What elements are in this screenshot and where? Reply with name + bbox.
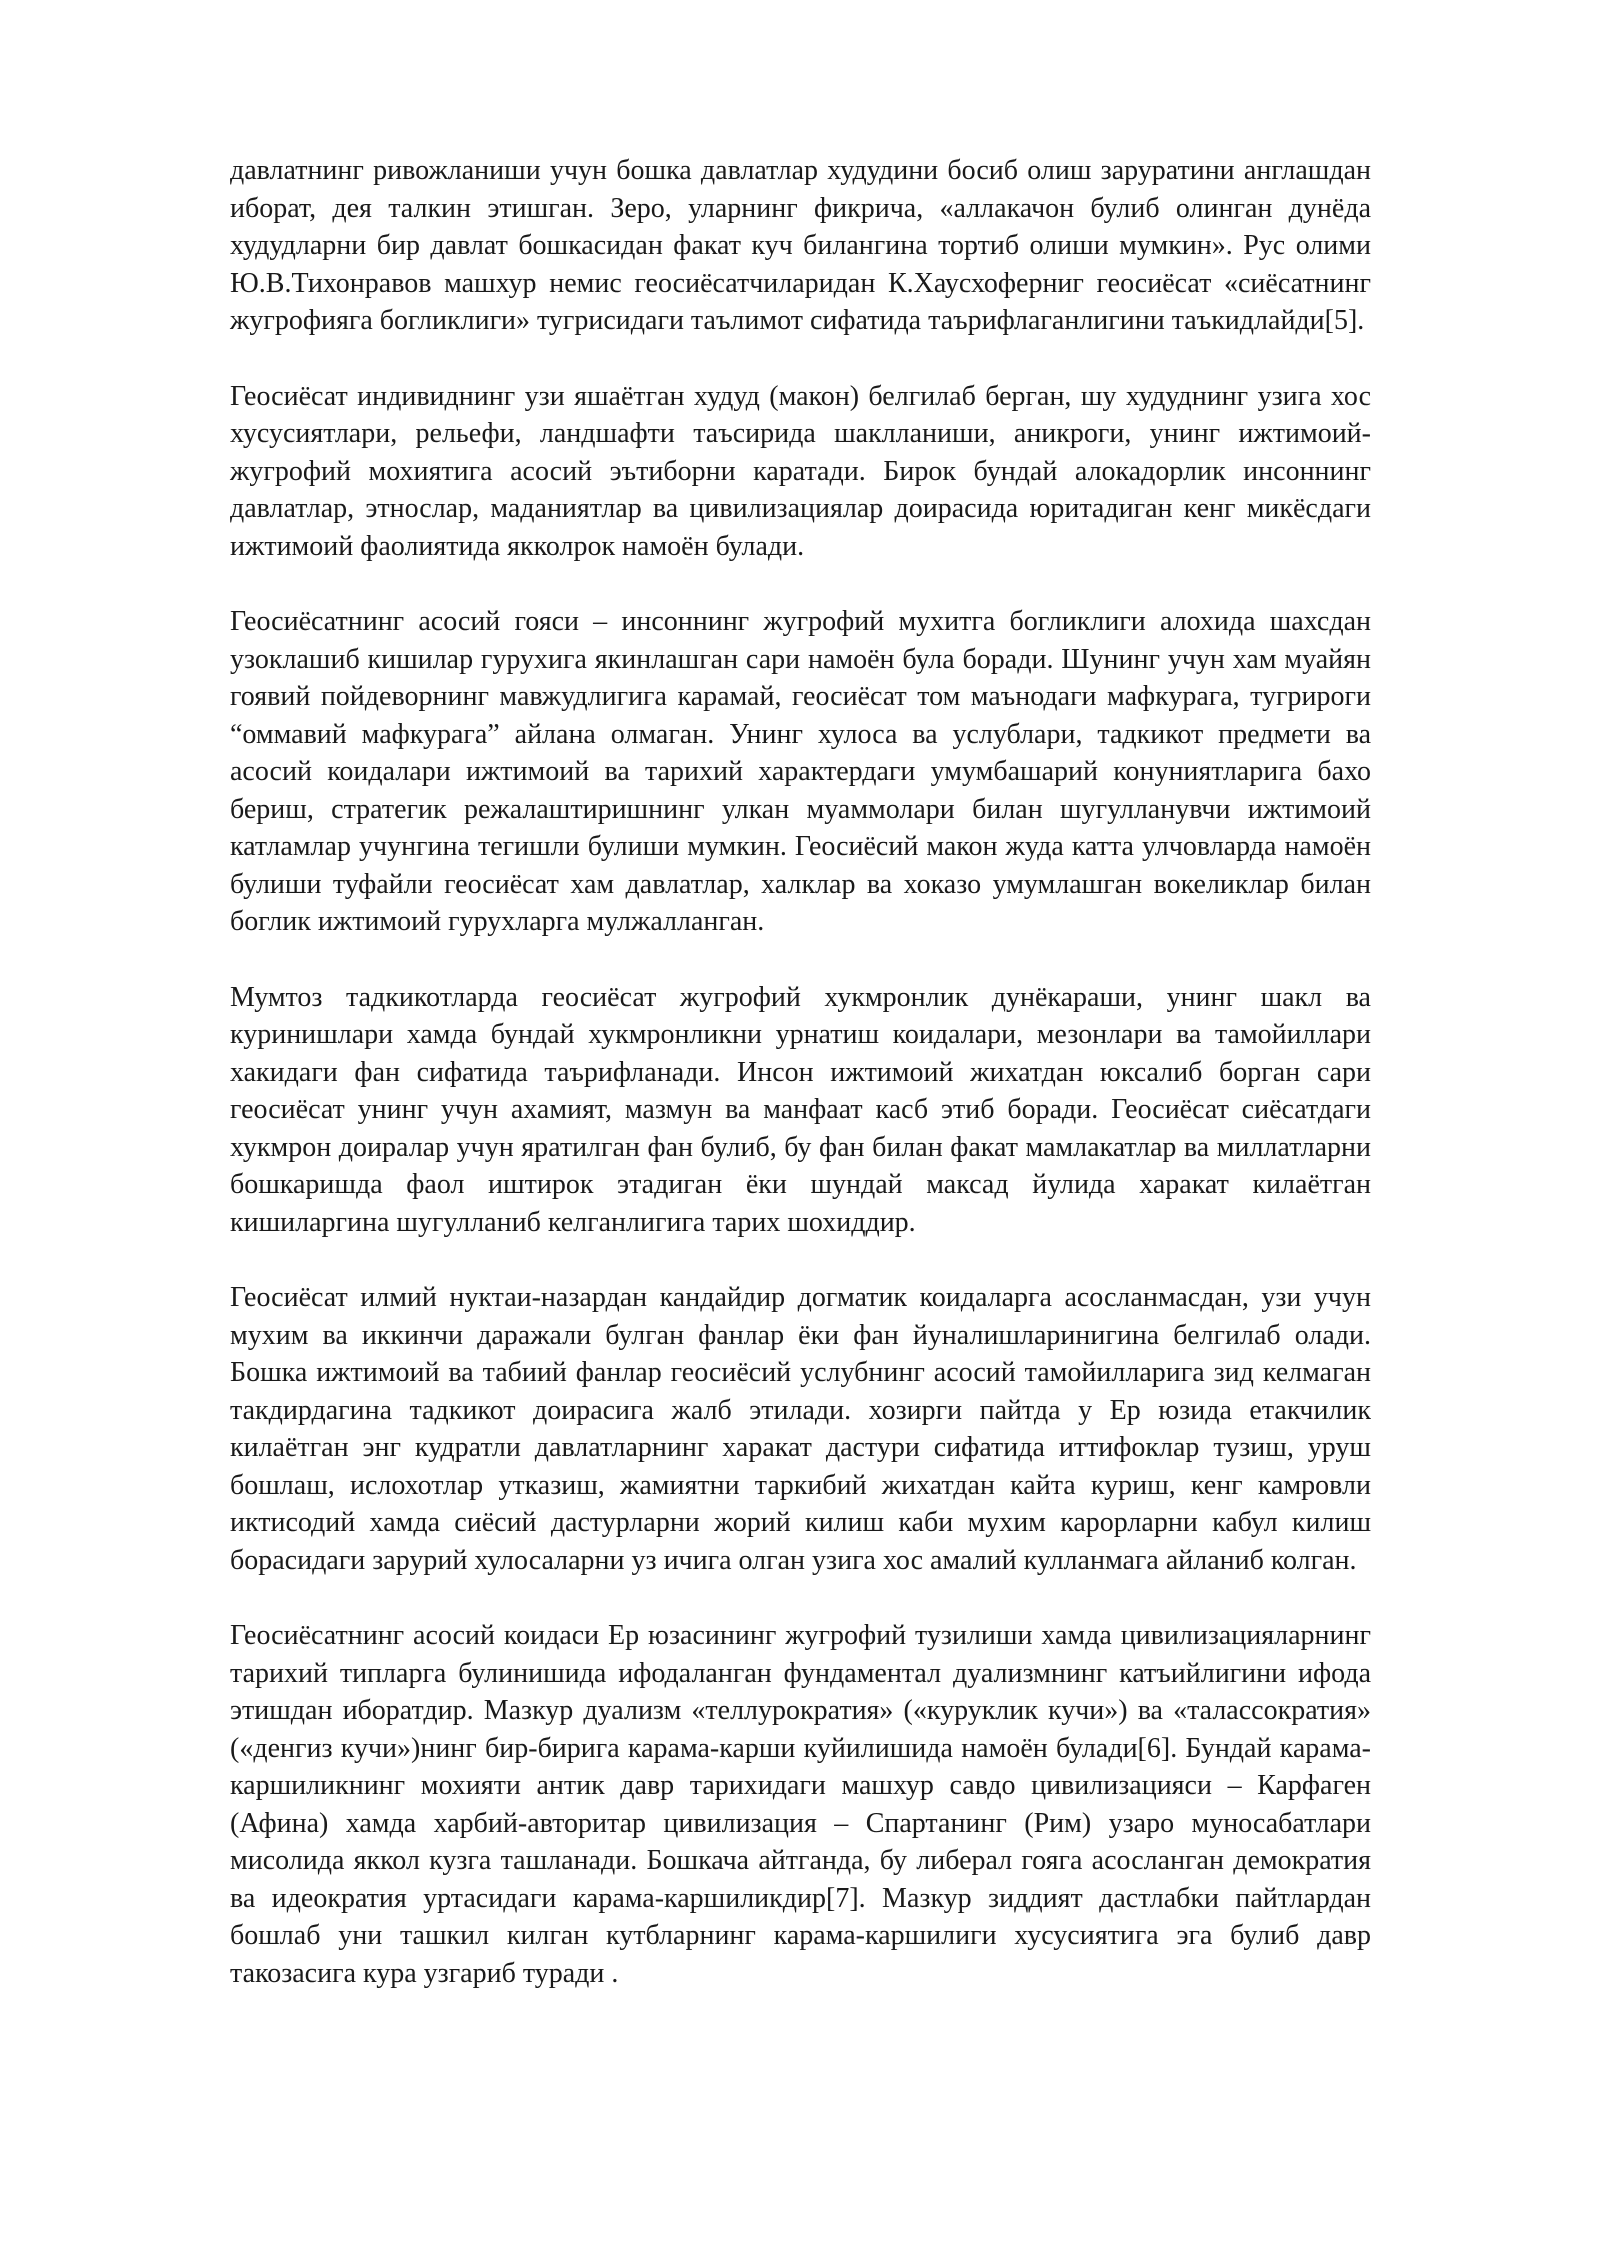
document-page — [230, 152, 1371, 1992]
paragraph-5: Геосиёсат илмий нуктаи-назардан кандайдир догматик коидаларга асосланмасдан, узи учун мухим ва иккинчи даражали булган фанлар ёки фан йуналишларинигина белгилаб олади. Бошка ижтимоий ва табиий фанлар геосиёсий услубнинг асосий тамойилларига зид келмаган такдирдагина тадкикот доирасига жалб этилади. хозирги пайтда у Ер юзида етакчилик килаётган энг кудратли давлатларнинг харакат дастури сифатида иттифоклар тузиш, уруш бошлаш, ислохотлар утказиш, жамиятни таркибий жихатдан кайта куриш, кенг камровли иктисодий хамда сиёсий дастурларни жорий килиш каби мухим карорларни кабул килиш борасидаги зарурий хулосаларни уз ичига олган узига хос амалий кулланмага айланиб колган. — [230, 1282, 1371, 1576]
paragraph-6: Геосиёсатнинг асосий коидаси Ер юзасининг жугрофий тузилиши хамда цивилизацияларнинг тарихий типларга булинишида ифодаланган фундаментал дуализмнинг катъийлигини ифода этишдан иборатдир. Мазкур дуализм «теллурократия» («куруклик кучи») ва «талассократия» («денгиз кучи»)нинг бир-бирига карама-карши куйилишида намоён булади[6]. Бундай карама-каршиликнинг мохияти антик давр тарихидаги машхур савдо цивилизацияси – Карфаген (Афина) хамда харбий-авторитар цивилизация – Спартанинг (Рим) узаро муносабатлари мисолида яккол кузга ташланади. Бошкача айтганда, бу либерал гояга асосланган демократия ва идеократия уртасидаги карама-каршиликдир[7]. Мазкур зиддият дастлабки пайтлардан бошлаб уни ташкил килган кутбларнинг карама-каршилиги хусусиятига эга булиб давр такозасига кура узгариб туради . — [230, 1620, 1371, 1989]
paragraph-3: Геосиёсатнинг асосий гояси – инсоннинг жугрофий мухитга богликлиги алохида шахсдан узоклашиб кишилар гурухига якинлашган сари намоён була боради. Шунинг учун хам муайян гоявий пойдеворнинг мавжудлигига карамай, геосиёсат том маънодаги мафкурага, тугрироги “оммавий мафкурага” айлана олмаган. Унинг хулоса ва услублари, тадкикот предмети ва асосий коидалари ижтимоий ва тарихий характердаги умумбашарий конуниятларига бахо бериш, стратегик режалаштиришнинг улкан муаммолари билан шугулланувчи ижтимоий катламлар учунгина тегишли булиши мумкин. Геосиёсий макон жуда катта улчовларда намоён булиши туфайли геосиёсат хам давлатлар, халклар ва хоказо умумлашган вокеликлар билан боглик ижтимоий гурухларга мулжалланган. — [230, 606, 1371, 937]
paragraph-4: Мумтоз тадкикотларда геосиёсат жугрофий хукмронлик дунёкараши, унинг шакл ва куринишлари хамда бундай хукмронликни урнатиш коидалари, мезонлари ва тамойиллари хакидаги фан сифатида таърифланади. Инсон ижтимоий жихатдан юксалиб борган сари геосиёсат унинг учун ахамият, мазмун ва манфаат касб этиб боради. Геосиёсат сиёсатдаги хукмрон доиралар учун яратилган фан булиб, бу фан билан факат мамлакатлар ва миллатларни бошкаришда фаол иштирок этадиган ёки шундай максад йулида харакат килаётган кишиларгина шугулланиб келганлигига тарих шохиддир. — [230, 981, 1371, 1238]
paragraph-1: давлатнинг ривожланиши учун бошка давлатлар худудини босиб олиш заруратини англашдан иборат, дея талкин этишган. Зеро, уларнинг фикрича, «аллакачон булиб олинган дунёда худудларни бир давлат бошкасидан факат куч билангина тортиб олиши мумкин». Рус олими Ю.В.Тихонравов машхур немис геосиёсатчиларидан К.Хаусхоферниг геосиёсат «сиёсатнинг жугрофияга богликлиги» тугрисидаги таълимот сифатида таърифлаганлигини таъкидлайди[5]. — [230, 155, 1371, 336]
paragraph-2: Геосиёсат индивиднинг узи яшаётган худуд (макон) белгилаб берган, шу худуднинг узига хос хусусиятлари, рельефи, ландшафти таъсирида шаклланиши, аникроги, унинг ижтимоий-жугрофий мохиятига асосий эътиборни каратади. Бирок бундай алокадорлик инсоннинг давлатлар, этнослар, маданиятлар ва цивилизациялар доирасида юритадиган кенг микёсдаги ижтимоий фаолиятида якколрок намоён булади. — [230, 380, 1371, 562]
